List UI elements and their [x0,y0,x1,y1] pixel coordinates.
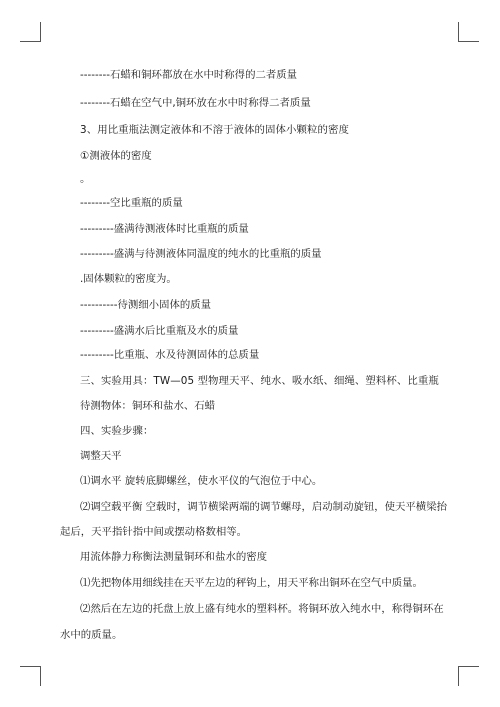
text-line: --------石蜡在空气中,铜环放在水中时称得二者质量 [80,97,311,109]
text-line: 起后，天平指针指中间或摆动格数相等。 [60,526,248,538]
crop-mark-top-left-h [20,41,41,42]
text-line: ---------比重瓶、水及待测固体的总质量 [80,349,260,361]
text-line: 水中的质量。 [60,629,123,641]
text-line: --------石蜡和铜环都放在水中时称得的二者质量 [80,69,298,81]
text-line: 待测物体：铜环和盐水、石蜡 [80,400,216,412]
text-line: .固体颗粒的密度为。 [80,273,177,285]
crop-mark-top-right-h [458,41,479,42]
crop-mark-bottom-right [458,666,459,686]
formula-placeholder: 。 [80,173,91,185]
text-line: ---------盛满与待测液体同温度的纯水的比重瓶的质量 [80,248,322,260]
text-line: ---------盛满待测液体时比重瓶的质量 [80,223,249,235]
text-line: ①测液体的密度 [80,150,152,162]
section-heading: 3、用比重瓶法测定液体和不溶于液体的固体小颗粒的密度 [80,124,349,136]
text-line: 调整天平 [80,450,122,462]
section-heading: 四、实验步骤： [80,425,154,437]
crop-mark-bottom-right-h [458,666,479,667]
text-line: ⑴调水平 旋转底脚螺丝，使水平仪的气泡位于中心。 [80,475,323,487]
text-line: ----------待测细小固体的质量 [80,299,212,311]
text-line: ⑵调空载平衡 空载时，调节横梁两端的调节螺母，启动制动旋钮，使天平横梁抬 [80,501,447,513]
text-line: ---------盛满水后比重瓶及水的质量 [80,325,239,337]
section-heading: 三、实验用具：TW—05 型物理天平、纯水、吸水纸、细绳、塑料杯、比重瓶 [80,375,439,387]
text-line: ⑴先把物体用细线挂在天平左边的秤钩上，用天平称出铜环在空气中质量。 [80,577,423,589]
crop-mark-bottom-left-h [20,666,41,667]
text-line: 用流体静力称衡法测量铜环和盐水的密度 [80,551,268,563]
crop-mark-bottom-left [40,666,41,686]
text-line: ⑵然后在左边的托盘上放上盛有纯水的塑料杯。将铜环放入纯水中，称得铜环在 [80,603,444,615]
text-line: --------空比重瓶的质量 [80,197,183,209]
crop-mark-top-left [40,22,41,42]
crop-mark-top-right [458,22,459,42]
